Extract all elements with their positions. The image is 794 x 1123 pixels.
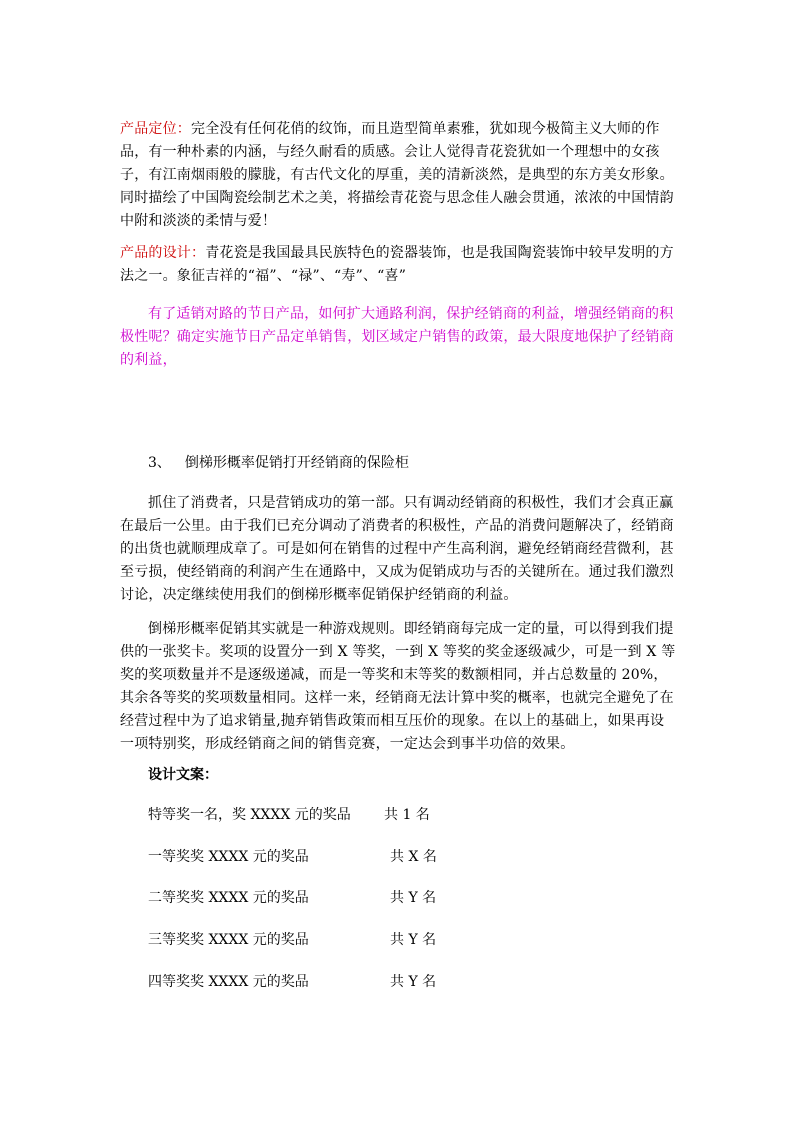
- product-design-label: 产品的设计：: [120, 245, 206, 261]
- section-title: 倒梯形概率促销打开经销商的保险柜: [184, 455, 409, 471]
- body-paragraph-1: 抓住了消费者，只是营销成功的第一部。只有调动经销商的积极性，我们才会真正赢在最后一公里。由于我们已充分调动了消费者的积极性，产品的消费问题解决了，经销商的出货也就顺理成章了。可是如何在销售的过程中产生高利润，避免经销商经营微利，甚至亏损，使经销商的利润产生在通路中，又成为促销成功与否的关键所在。通过我们激烈讨论，决定继续使用我们的倒梯形概率促销保护经销商的利益。: [120, 495, 674, 603]
- prize-row-third: [148, 930, 437, 950]
- prize-name: 二等奖奖 XXXX 元的奖品: [148, 890, 309, 906]
- prize-row-second: [148, 888, 437, 908]
- prize-count: 共 Y 名: [390, 974, 437, 990]
- product-positioning-text: 完全没有任何花俏的纹饰，而且造型简单素雅，犹如现今极简主义大师的作品，有一种朴素的内涵，与经久耐看的质感。会让人觉得青花瓷犹如一个理想中的女孩子，有江南烟雨般的朦胧，有古代文化的厚重，美的清新淡然，是典型的东方美女形象。同时描绘了中国陶瓷绘制艺术之美，将描绘青花瓷与思念佳人融会贯通，浓浓的中国情韵中附和淡淡的柔情与爱！: [120, 121, 674, 229]
- product-design-paragraph: [120, 242, 676, 288]
- product-design-text: 青花瓷是我国最具民族特色的瓷器装饰，也是我国陶瓷装饰中较早发明的方法之一。象征吉祥的“福”、“禄”、“寿”、“喜”: [120, 245, 674, 284]
- prize-row-special: [148, 805, 430, 825]
- product-positioning-paragraph: [120, 118, 676, 233]
- prize-name: 特等奖一名，奖 XXXX 元的奖品: [148, 807, 351, 823]
- design-copy-heading: 设计文案：: [148, 767, 218, 783]
- highlight-paragraph: 有了适销对路的节日产品，如何扩大通路利润，保护经销商的利益，增强经销商的积极性呢？确定实施节日产品定单销售，划区域定户销售的政策，最大限度地保护了经销商的利益，: [120, 306, 674, 368]
- product-positioning-label: 产品定位：: [120, 121, 191, 137]
- prize-row-first: [148, 847, 437, 867]
- section-heading: [148, 453, 409, 473]
- section-number: 3、: [148, 455, 171, 471]
- prize-count: 共 Y 名: [390, 932, 437, 948]
- prize-row-fourth: [148, 972, 437, 992]
- prize-count: 共 1 名: [384, 807, 430, 823]
- prize-count: 共 Y 名: [390, 890, 437, 906]
- body-paragraph-2: 倒梯形概率促销其实就是一种游戏规则。即经销商每完成一定的量，可以得到我们提供的一张奖卡。奖项的设置分一到 X 等奖，一到 X 等奖的奖金逐级减少，可是一到 X 等奖的奖项数量并不是逐级递减，而是一等奖和末等奖的数额相同，并占总数量的 20%，其余各等奖的奖项数量相同。这样一来，经销商无法计算中奖的概率，也就完全避免了在经营过程中为了追求销量,抛弃销售政策而相互压价的现象。在以上的基础上，如果再设一项特别奖，形成经销商之间的销售竞赛，一定达会到事半功倍的效果。: [120, 621, 676, 752]
- prize-name: 三等奖奖 XXXX 元的奖品: [148, 932, 309, 948]
- prize-name: 一等奖奖 XXXX 元的奖品: [148, 849, 309, 865]
- prize-count: 共 X 名: [390, 849, 437, 865]
- prize-name: 四等奖奖 XXXX 元的奖品: [148, 974, 309, 990]
